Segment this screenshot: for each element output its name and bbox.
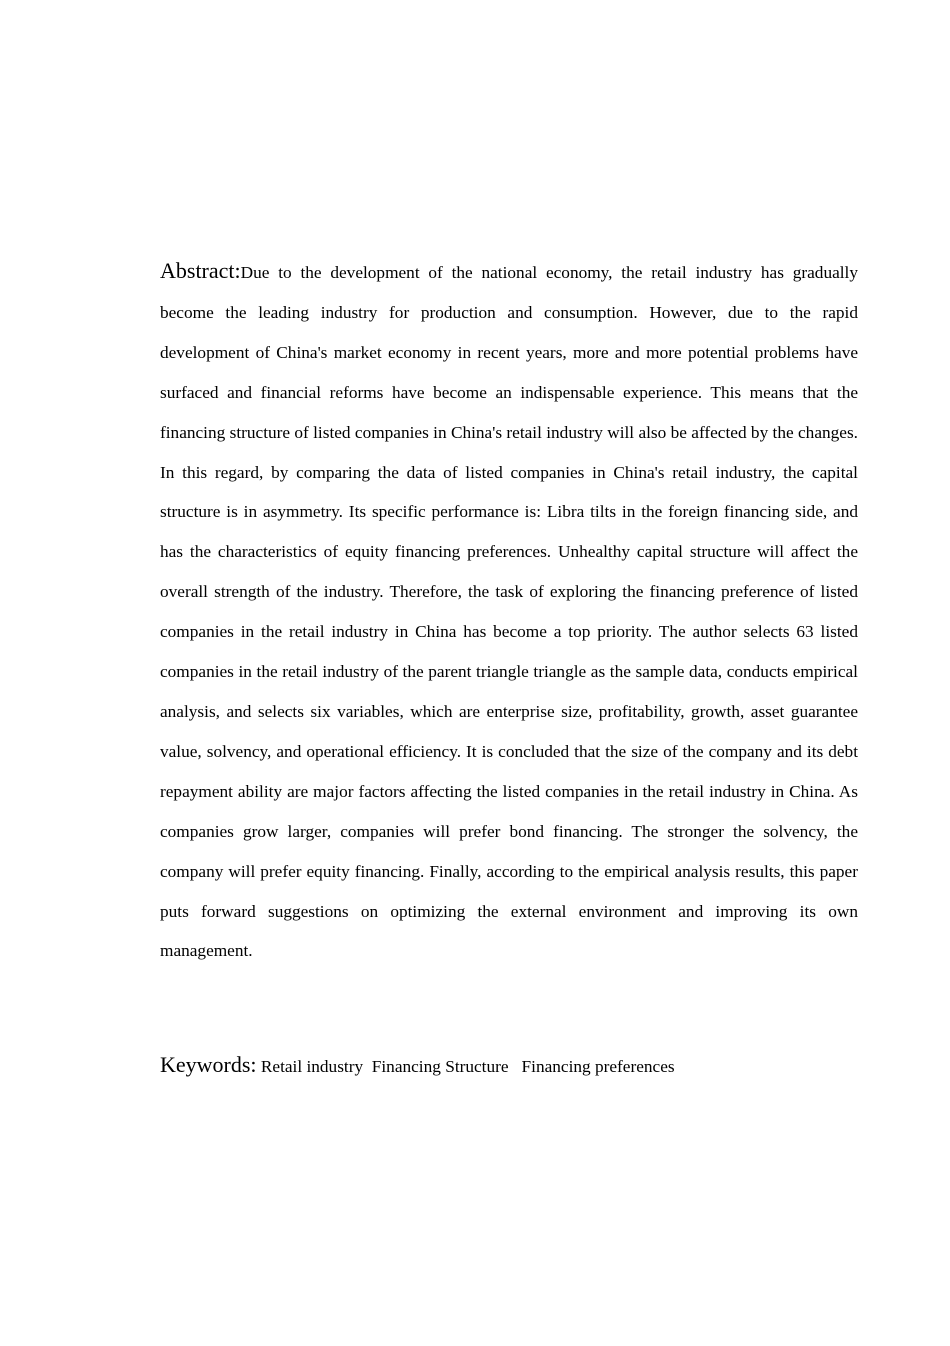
abstract-text: Due to the development of the national economy, the retail industry has gradually become the leading industry for production and consumption. However, due to the rapid development of China's market economy in recent years, more and more potential problems have surfaced and financial reforms have become an indispensable experience. This means that the financing structure of listed companies in China's retail industry will also be affected by the changes. In this regard, by comparing the data of listed companies in China's retail industry, the capital structure is in asymmetry. Its specific performance is: Libra tilts in the foreign financing side, and has the characteristics of equity financing preferences. Unhealthy capital structure will affect the overall strength of the industry. Therefore, the task of exploring the financing preference of listed companies in the retail industry in China has become a top priority. The author selects 63 listed companies in the retail industry of the parent triangle triangle as the sample data, conducts empirical analysis, and selects six variables, which are enterprise size, profitability, growth, asset guarantee value, solvency, and operational efficiency. It is concluded that the size of the company and its debt repayment ability are major factors affecting the listed companies in the retail industry in China. As companies grow larger, companies will prefer bond financing. The stronger the solvency, the company will prefer equity financing. Finally, according to the empirical analysis results, this paper puts forward suggestions on optimizing the external environment and improving its own management.	[160, 263, 858, 961]
keywords-label: Keywords:	[160, 1052, 257, 1077]
abstract-paragraph	[160, 251, 858, 971]
abstract-label: Abstract:	[160, 258, 241, 283]
keyword-1: Retail industry	[260, 1057, 364, 1076]
keywords-line	[160, 1045, 858, 1087]
keyword-3: Financing preferences	[521, 1057, 675, 1076]
keyword-2: Financing Structure	[371, 1057, 509, 1076]
